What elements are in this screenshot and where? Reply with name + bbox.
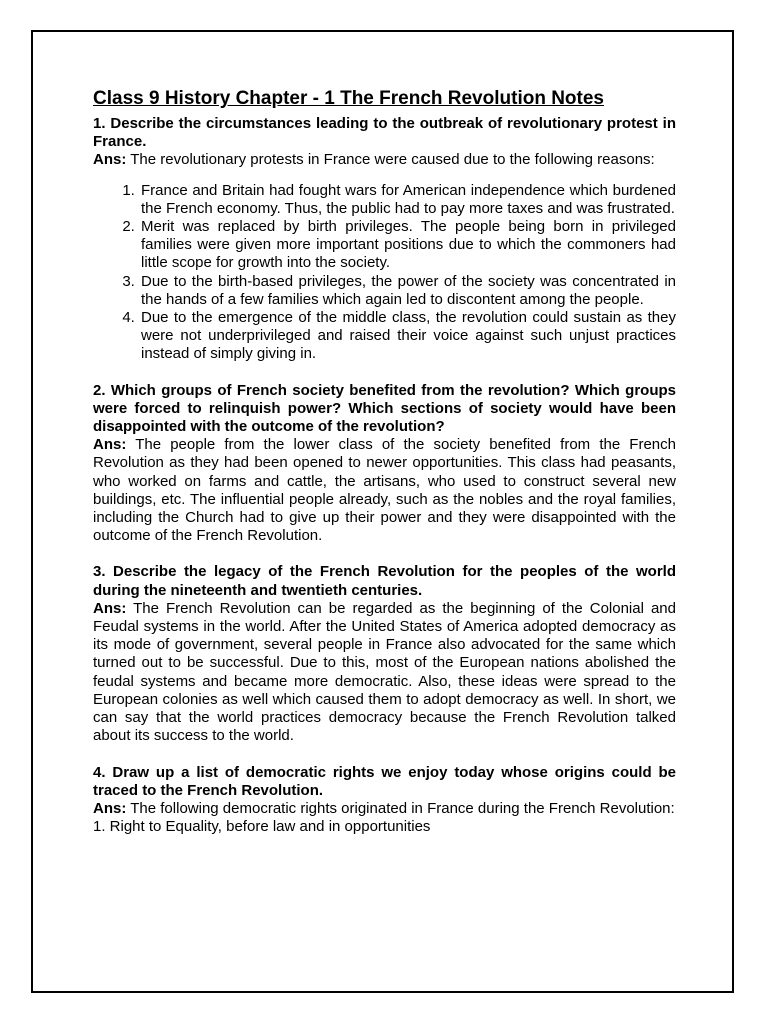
list-item: 4. Due to the emergence of the middle class, the revolution could sustain as they were not underprivileged and raised their voice against such unjust practices instead of simply giving in. (139, 309, 676, 364)
question-block-2 (93, 382, 676, 546)
answer-3 (93, 600, 676, 746)
question-block-4 (93, 764, 676, 837)
list-item: 3. Due to the birth-based privileges, the power of the society was concentrated in the hands of a few families which again led to discontent among the people. (139, 273, 676, 309)
ans-label: Ans: (93, 436, 127, 454)
answer-2 (93, 436, 676, 545)
question-3: 3. Describe the legacy of the French Revolution for the peoples of the world during the nineteenth and twentieth centuries. (93, 563, 676, 599)
question-4: 4. Draw up a list of democratic rights we enjoy today whose origins could be traced to the French Revolution. (93, 763, 676, 799)
reasons-list (93, 182, 676, 364)
question-2: 2. Which groups of French society benefited from the revolution? Which groups were forced to relinquish power? Which sections of society would have been disappointed with the outcome of the revolution? (93, 381, 676, 436)
rights-item: 1. Right to Equality, before law and in opportunities (93, 818, 431, 836)
list-item: 2. Merit was replaced by birth privileges. The people being born in privileged families were given more important positions due to which the commoners had little scope for growth into the society. (139, 218, 676, 273)
answer-1 (93, 151, 676, 169)
document-content (93, 87, 676, 836)
document-page (31, 30, 734, 993)
list-item: 1. France and Britain had fought wars for American independence which burdened the French economy. Thus, the public had to pay more taxes and was frustrated. (139, 182, 676, 218)
ans-label: Ans: (93, 151, 127, 169)
ans-label: Ans: (93, 799, 127, 817)
answer-4-text: The following democratic rights originated in France during the French Revolution: (130, 799, 675, 817)
answer-3-text: The French Revolution can be regarded as the beginning of the Colonial and Feudal systems in the world. After the United States of America adopted democracy as its mode of government, several people in France also advocated for the same which turned out to be successful. Due to this, most of the European nations abolished the feudal systems and became more democratic. Also, these ideas were spread to the European colonies as well which caused them to adopt democracy as well. In short, we can say that the world practices democracy because the French Revolution talked about its success to the world. (93, 599, 676, 745)
ans-label: Ans: (93, 599, 127, 617)
question-block-1 (93, 115, 676, 364)
question-block-3 (93, 563, 676, 745)
answer-1-text: The revolutionary protests in France were caused due to the following reasons: (130, 151, 655, 169)
question-1: 1. Describe the circumstances leading to the outbreak of revolutionary protest in France. (93, 115, 676, 151)
answer-4 (93, 800, 676, 818)
answer-2-text: The people from the lower class of the society benefited from the French Revolution as they had been opened to newer opportunities. This class had peasants, who worked on farms and cattle, the artisans, who used to construct several new buildings, etc. The influential people already, such as the nobles and the royal families, including the Church had to give up their power and they were disappointed with the outcome of the French Revolution. (93, 436, 676, 545)
page-title: Class 9 History Chapter - 1 The French Revolution Notes (93, 88, 604, 109)
